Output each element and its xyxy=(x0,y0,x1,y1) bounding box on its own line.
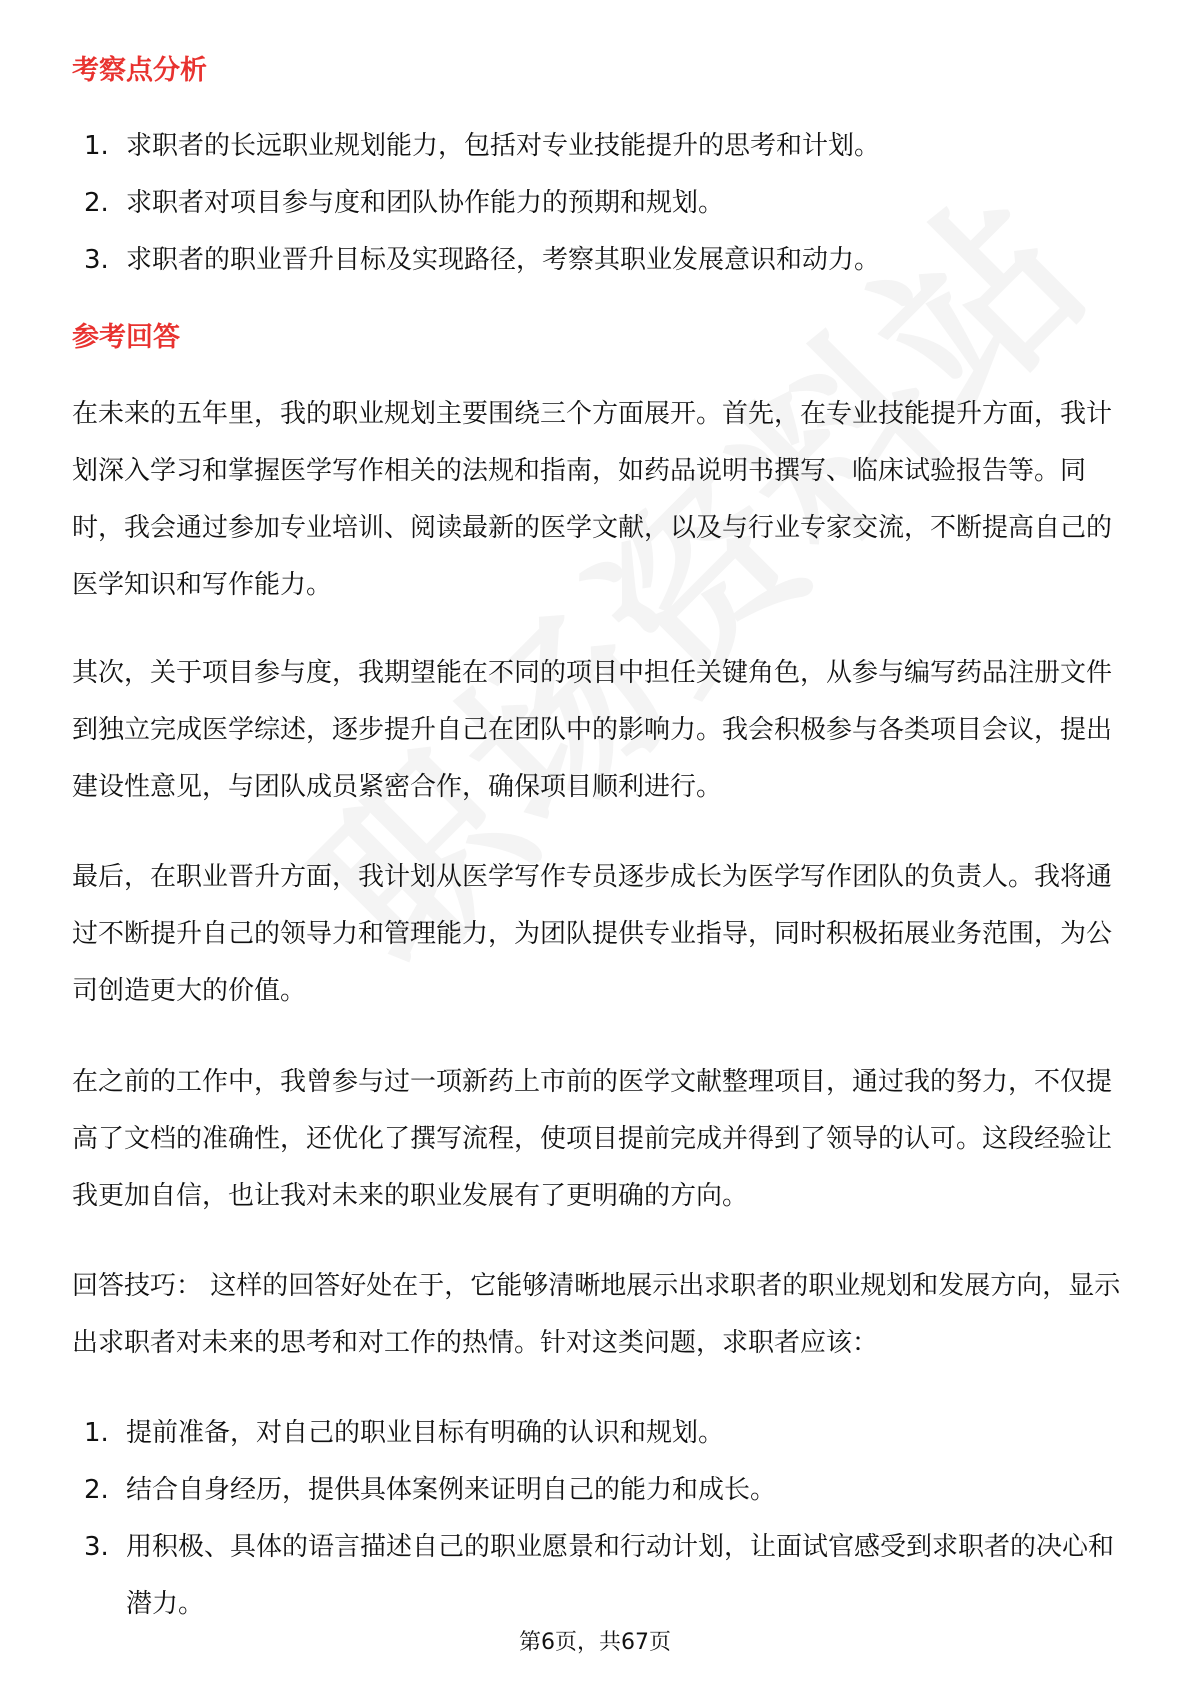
section-title-answer: 参考回答 xyxy=(72,322,180,353)
answer-paragraph: 最后，在职业晋升方面，我计划从医学写作专员逐步成长为医学写作团队的负责人。我将通过不断提升自己的领导力和管理能力，为团队提供专业指导，同时积极拓展业务范围，为公司创造更大的价值。 xyxy=(72,862,1113,1006)
list-item-number: 2. xyxy=(84,1475,109,1505)
list-item-text: 用积极、具体的语言描述自己的职业愿景和行动计划，让面试官感受到求职者的决心和潜力。 xyxy=(126,1532,1115,1619)
answer-tips-paragraph: 回答技巧： 这样的回答好处在于，它能够清晰地展示出求职者的职业规划和发展方向，显示出求职者对未来的思考和对工作的热情。针对这类问题，求职者应该： xyxy=(72,1271,1121,1358)
analysis-list xyxy=(84,118,1120,289)
list-item xyxy=(84,1462,1120,1519)
list-item-number: 2. xyxy=(84,188,109,218)
list-item-text: 求职者对项目参与度和团队协作能力的预期和规划。 xyxy=(126,188,725,218)
tips-list xyxy=(84,1405,1120,1633)
answer-paragraph: 在之前的工作中，我曾参与过一项新药上市前的医学文献整理项目，通过我的努力，不仅提高了文档的准确性，还优化了撰写流程，使项目提前完成并得到了领导的认可。这段经验让我更加自信，也让我对未来的职业发展有了更明确的方向。 xyxy=(72,1067,1113,1211)
list-item xyxy=(84,1405,1120,1462)
list-item xyxy=(84,175,1120,232)
section-title-analysis: 考察点分析 xyxy=(72,55,207,86)
list-item-number: 3. xyxy=(84,1532,109,1562)
list-item-number: 3. xyxy=(84,245,109,275)
list-item-number: 1. xyxy=(84,1418,109,1448)
list-item xyxy=(84,1519,1120,1633)
page-number: 第6页，共67页 xyxy=(519,1630,671,1655)
answer-paragraph: 在未来的五年里，我的职业规划主要围绕三个方面展开。首先，在专业技能提升方面，我计划深入学习和掌握医学写作相关的法规和指南，如药品说明书撰写、临床试验报告等。同时，我会通过参加专业培训、阅读最新的医学文献，以及与行业专家交流，不断提高自己的医学知识和写作能力。 xyxy=(72,399,1113,600)
answer-paragraph: 其次，关于项目参与度，我期望能在不同的项目中担任关键角色，从参与编写药品注册文件到独立完成医学综述，逐步提升自己在团队中的影响力。我会积极参与各类项目会议，提出建设性意见，与团队成员紧密合作，确保项目顺利进行。 xyxy=(72,658,1113,802)
list-item-number: 1. xyxy=(84,131,109,161)
list-item-text: 求职者的职业晋升目标及实现路径，考察其职业发展意识和动力。 xyxy=(126,245,881,275)
list-item-text: 求职者的长远职业规划能力，包括对专业技能提升的思考和计划。 xyxy=(126,131,881,161)
list-item-text: 结合自身经历，提供具体案例来证明自己的能力和成长。 xyxy=(126,1475,777,1505)
list-item-text: 提前准备，对自己的职业目标有明确的认识和规划。 xyxy=(126,1418,725,1448)
list-item xyxy=(84,232,1120,289)
list-item xyxy=(84,118,1120,175)
